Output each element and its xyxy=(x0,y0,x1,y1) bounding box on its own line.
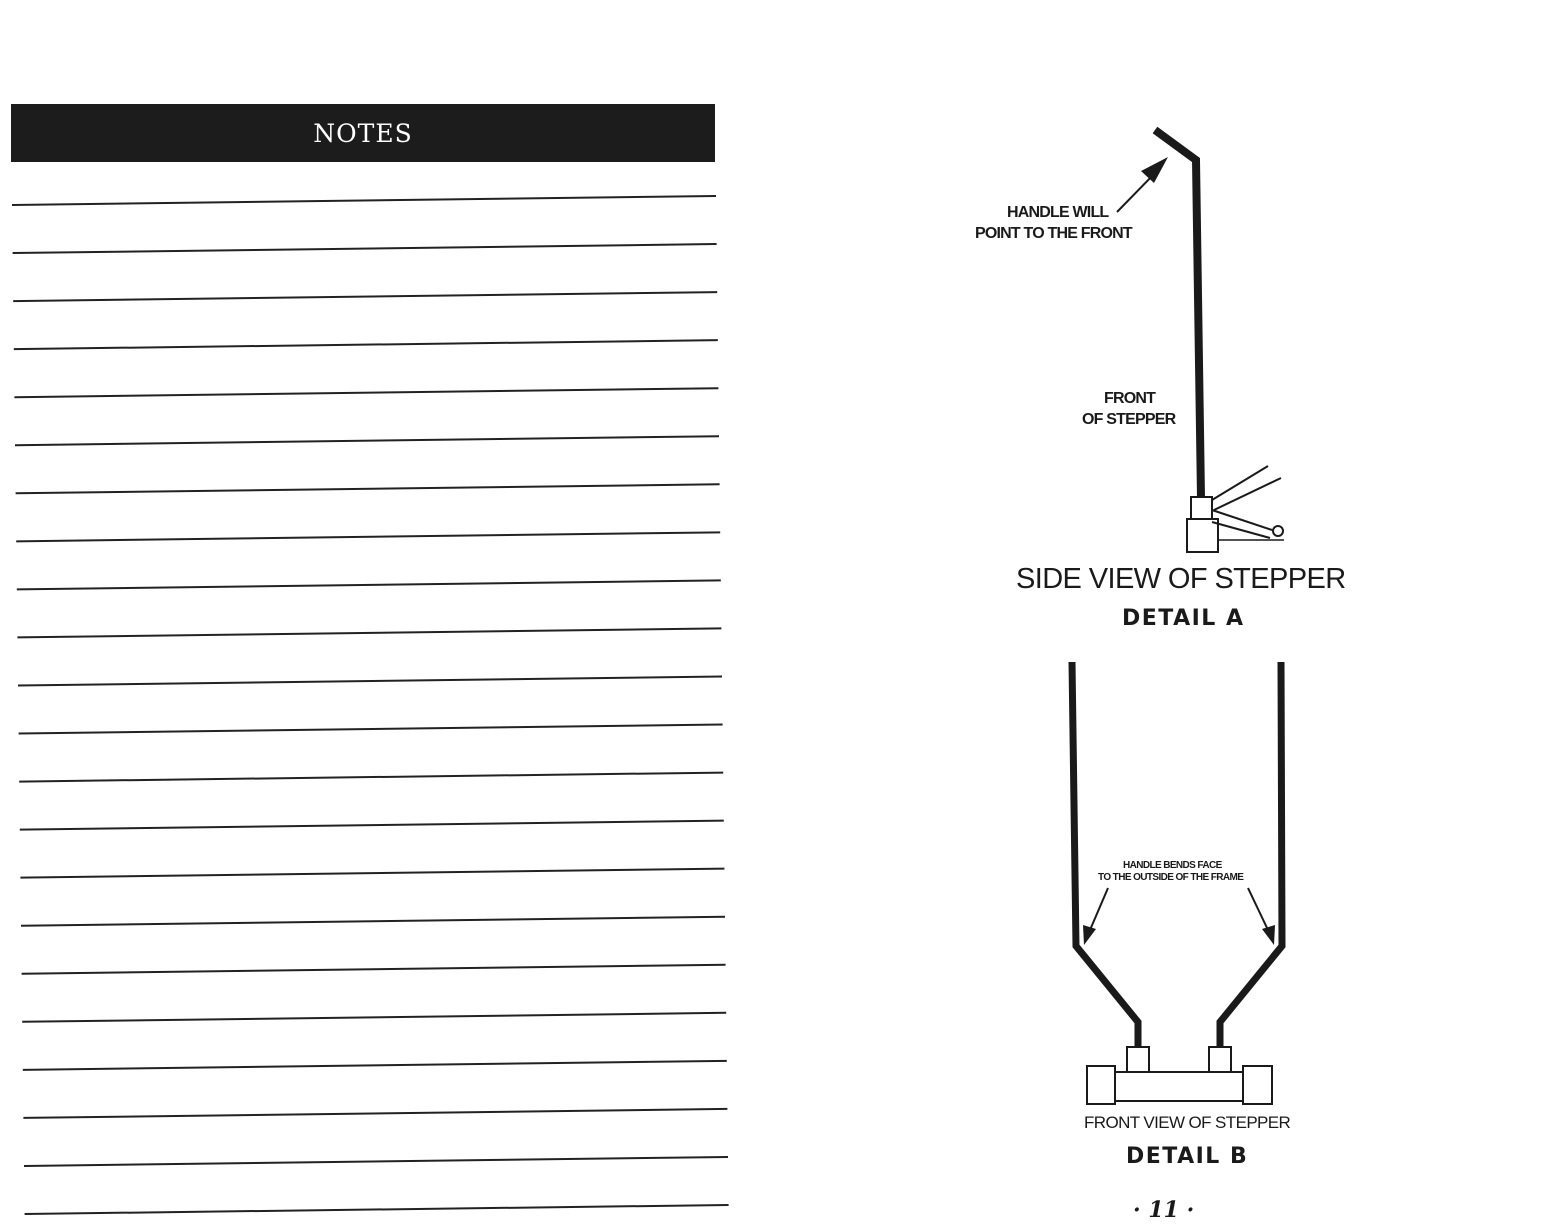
page-number: · 11 · xyxy=(1133,1197,1195,1223)
left-callout-arrowhead xyxy=(1083,925,1096,945)
callout-handle-bends: HANDLE BENDS FACE xyxy=(1123,860,1222,871)
left-handle-tube xyxy=(1072,662,1138,1048)
callout-outside-of-frame: TO THE OUTSIDE OF THE FRAME xyxy=(1098,872,1244,883)
front-view-title: FRONT VIEW OF STEPPER xyxy=(1084,1113,1291,1132)
side-view-title: SIDE VIEW OF STEPPER xyxy=(1016,563,1346,595)
left-callout-arrow xyxy=(1090,888,1108,930)
callout-front: FRONT xyxy=(1104,390,1156,407)
right-callout-arrowhead xyxy=(1262,925,1275,945)
detail-a-label: DETAIL A xyxy=(1122,606,1245,631)
right-handle-tube xyxy=(1220,662,1282,1048)
right-socket xyxy=(1209,1047,1231,1073)
left-socket xyxy=(1127,1047,1149,1073)
callout-of-stepper: OF STEPPER xyxy=(1082,411,1176,428)
callout-handle-will: HANDLE WILL xyxy=(1007,204,1109,221)
left-end-cap xyxy=(1087,1066,1115,1104)
notes-heading: NOTES xyxy=(313,118,413,148)
base-crossbar xyxy=(1114,1072,1244,1101)
detail-b-label: DETAIL B xyxy=(1126,1144,1249,1169)
right-end-cap xyxy=(1243,1066,1272,1104)
right-callout-arrow xyxy=(1248,888,1268,930)
callout-point-to-front: POINT TO THE FRONT xyxy=(975,225,1132,242)
